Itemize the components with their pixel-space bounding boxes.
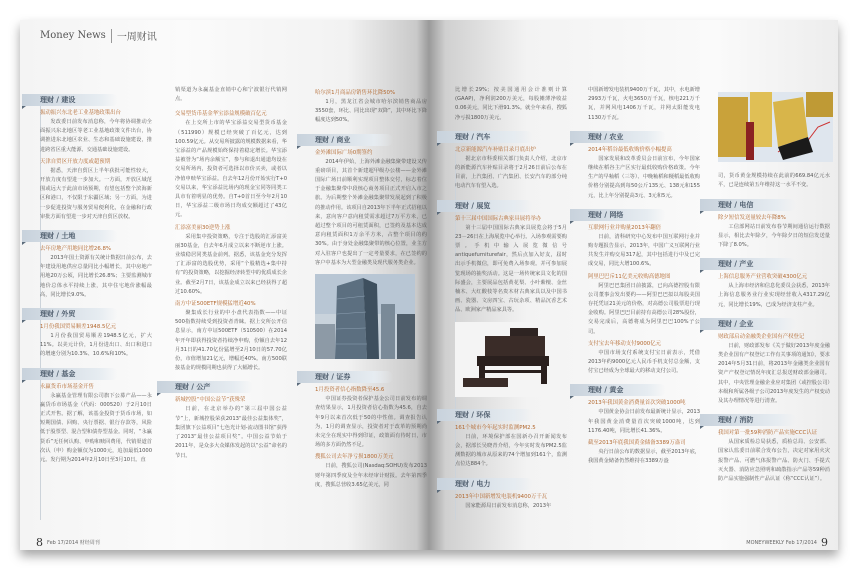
news-headline: 汇添富美丽30逆势上涨 (175, 224, 231, 231)
news-body: 据北京市科委相关部门负责人介绍，北京市的新能源汽车补贴目录将于2月26日前后公布在目前，上汽集团、广汽集团、长安汽车的部分纯电动汽车有望入选。 (455, 155, 567, 190)
article-continuation: 中国新增发电装机9400万千瓦，其中，水电新增2993万千瓦，火电3650万千瓦，核电221万千瓦，并网风电1406万千瓦，并网太阳能发电1130万千瓦。 (588, 87, 700, 121)
news-item (175, 224, 287, 297)
section-tag: 理财 / 基金 (22, 368, 118, 380)
section-tag: 理财 / 电信 (700, 199, 796, 211)
news-body: 2013年国土资源有关统计数据日前公布，去年建设用地供应总量同比小幅增长，其中房地产用地20万公顷，同比增长26.8%；主要监测城市地价总体水平持续上涨，其中住宅地价涨幅最高，同比增长9.0%。 (40, 255, 152, 298)
news-headline: 天津自贸区开放力度或超预期 (40, 158, 111, 165)
news-item (315, 89, 427, 126)
news-headline: 除夕短信发送量较去年降8% (718, 214, 786, 221)
news-body: 日前，环境保护部在国新办召开新闻发布会，据部长吴晓青介绍，今年实时发布PM2.5监测数据的城市从原来的74个增加到161个，监测点位达884个。 (455, 433, 567, 468)
article-continuation: 司，货币黄金规模持续在此前的669.84亿元水平，已是连续第五年维持这一水平不变。 (718, 173, 830, 189)
section-title: 一周财讯 (116, 32, 157, 43)
news-body: 日前，清科研究中心发布中国互联网行业并购专题报告显示，2013年，中国广义互联网行业共发生并购交易317起，其中包括进行中及已完成交易，同比大增100.6%。 (588, 233, 700, 268)
news-body: 1月，黑龙江省会城市哈尔滨销售商品房3550套，环比、同比出现“双降”，其中环比下降幅度达到50%。 (315, 99, 427, 124)
section-tag: 理财 / 农业 (570, 131, 666, 143)
news-headline: 北京新能源汽车补贴目录月底出炉 (455, 146, 536, 153)
article-column (175, 86, 287, 461)
news-item (588, 273, 700, 337)
section-tag: 理财 / 土地 (22, 230, 118, 242)
section-tag: 理财 / 消防 (700, 414, 796, 426)
news-headline: 我国对第一批59种消防产品实施CCC认证 (718, 430, 818, 437)
news-headline: 支付宝去年移动支付9000亿元 (588, 340, 662, 347)
news-headline: 2014年稻谷最低收购价格小幅提高 (588, 146, 672, 153)
footer-right-text: MONEYWEEKLY Feb 17/2014 (746, 539, 817, 546)
news-item (588, 399, 700, 436)
news-item (718, 333, 830, 406)
news-item (455, 146, 567, 192)
article-column (40, 86, 152, 465)
news-body: 中国黄金协会日前发布最新统计显示，2013年我国黄金消费量首次突破1000吨，达到1176.40吨，同比增长41.36%。 (588, 409, 700, 434)
news-item (455, 493, 567, 511)
section-tag: 理财 / 产业 (700, 258, 796, 270)
news-headline: 2013年我国黄金消费量首次突破1000吨 (588, 400, 686, 407)
section-tag: 理财 / 黄金 (570, 384, 666, 396)
news-headline: 新城控股“中国公益节”获殊荣 (175, 397, 246, 404)
news-body: 发改委日前发布消息称，今年将协调推动全面振兴东北地区等老工业基地政策文件出台，协调推进东北地区农业、生态和基础设施建设，推进跨省区重大能源、交通基础设施建设。 (40, 119, 152, 153)
page-number-right: 9 (821, 536, 828, 549)
news-headline: 161个城市今年起实时监测PM2.5 (455, 424, 536, 431)
footer-left-text: Feb 17/2014 财经周刊 (47, 540, 100, 546)
news-item (175, 300, 287, 373)
news-item (315, 386, 427, 450)
news-item (315, 149, 427, 268)
news-headline: 搜狐公司去年净亏损1800万美元 (315, 454, 394, 461)
news-item (718, 429, 830, 484)
news-item (40, 323, 152, 360)
section-tag: 理财 / 汽车 (437, 131, 533, 143)
news-headline: 哈尔滨1月商品房销售环比降50% (315, 90, 396, 96)
section-tag: 理财 / 公产 (157, 381, 253, 393)
article-continuation: 比增长29%；按美国通用会计准则计算(GAAP)，净利润200万美元，每股摊薄净收益0.06美元，同比下滑91.3%。就全年来看，搜狐净亏损1800万美元。 (455, 87, 567, 121)
news-item (718, 214, 830, 251)
section-tag: 理财 / 外贸 (22, 308, 118, 320)
news-item (588, 224, 700, 270)
news-headline: 交易型货币基金华宝添益规模破百亿元 (175, 111, 267, 118)
footer-left (36, 536, 100, 549)
news-headline: 2013年中国新增发电装机9400万千瓦 (455, 493, 548, 500)
gold-bars-photo (718, 92, 830, 166)
section-tag: 理财 / 证券 (297, 371, 393, 383)
news-body: 国家能源局日前发布消息称，2013年 (465, 502, 552, 509)
page-number-left: 8 (36, 536, 43, 549)
news-item (40, 158, 152, 222)
news-item (40, 109, 152, 155)
news-body: 在上交所上市的华宝添益交易型货币基金（511990）规模已经突破了百亿元，达到100.59亿元。从交易所披露的规模数据来看，华宝添益的产品规模始终保持着稳定增长。华宝添益被誉为“场内余额宝”，参与和退出通道均设在交易所场内，投资者可选择以市价买卖，或者以净值申赎华宝添益。自去年12月份开始实行T+0交易以来，华宝添益比场内的现金宝同等同类工具市有着明显的优势。自T+0首日至今年2月10日，华宝添益二级市场日均成交额超过了43亿元。 (175, 120, 287, 219)
news-item (40, 245, 152, 300)
news-body: 日前，财政部发布《关于做好2013年度金融类企业国有产权登记工作有关事项的通知》，要求2014年5月31日前，将2013年金融类企业国有资产产权登记情况年度汇总报送财政部金融司。其中，中央管理金融企业应对集团（或控股公司）本级和所属各级子公司2013年度发生的产权变动及其办理情况等进行清查。 (718, 342, 830, 405)
article-column (455, 86, 567, 511)
news-body: 永赢基金管理有限公司旗下公募产品——永赢货币市场基金（代码：000520）于2月10日正式开售。据了解，该基金投资于货币市场，如短期国债、回购、央行票据、银行存款等，风险低于股票型、混合型和债券型基金。同时，“永赢货币”无任何认购、申购和赎回费用，代销渠道首次认（申）购金额仅为1000元，追加最低1000元。发行期为2014年2月10日至3月10日。直 (40, 392, 152, 464)
section-tag: 理财 / 网络 (570, 209, 666, 221)
news-body: 中国市场支付系统支付宝日前表示，凭借2013年约9000亿元人民币手机支付总金额，支付宝已经成为全球最大的移动支付公司。 (588, 349, 700, 375)
news-item (588, 340, 700, 377)
news-headline: 第十三届中国国际古典家具展将举办 (455, 215, 542, 222)
news-headline: 1月投资者信心指数降至45.6 (315, 387, 385, 394)
section-tag: 理财 / 展览 (437, 200, 533, 212)
article-column (718, 86, 830, 484)
news-item (175, 396, 287, 460)
footer-right (746, 536, 828, 549)
office-building-photo (315, 274, 427, 363)
news-body: 央行日前公布的数据显示，截至2013年底，我国黄金储备仍然维持在3389万盎 (588, 449, 700, 465)
news-headline: 去年房地产用地同比增26.8% (40, 246, 112, 253)
brand-name: Money News (40, 30, 106, 41)
news-item (315, 453, 427, 490)
news-headline: 1月份我国贸易顺差1948.5亿元 (40, 324, 117, 331)
news-item (588, 146, 700, 201)
section-tag: 理财 / 环保 (437, 409, 533, 421)
article-continuation: 销渠道为永赢基金直销中心和宁波银行代销网点。 (175, 87, 287, 103)
news-item (175, 110, 287, 220)
news-body: 中国证券投资者保护基金公司日前发布的调查结果显示，1月投资者信心指数为45.6，自去年9月以来首次低于50的中性值。调查报告认为，1月的调查显示，投资者对于改革的预期尚未完全在现实中得到印证，政策面有待时日，市场的多方面仍然不足。 (315, 396, 427, 449)
news-body: 日前，搜狐公司(Nasdaq:SOHU)发布2013财年第四季度及全年未经审计财报。去年第四季度，搜狐总营收3.65亿美元，同 (315, 463, 427, 488)
news-body: 阿里巴巴集团日前披露，已向高德控股有限公司董事会发出要约——阿里巴巴拟以每股美国存托凭证21美元的价格，对高德公司股票进行现金收购。阿里巴巴目前持有高德公司28%股份，交易完成后，高德将成为阿里巴巴100%子公司。 (588, 282, 700, 335)
news-headline: 振动振兴东北老工业基地政策出台 (40, 110, 121, 116)
news-item (455, 215, 567, 316)
antique-chair-photo (455, 322, 567, 401)
news-headline: 金外滩国际广场0期签约 (315, 149, 373, 156)
news-body: 从国家质检总局获悉，质检总局、公安部、国家认监委日前联合发布公告，决定对家用火灾报警产品、可燃气体报警产品、防火门、手提式灭火器、消防应急照明和疏散指示产品等59种消防产品实施强制性产品认证（称“CCC认证”）。 (718, 439, 830, 483)
article-column (588, 86, 700, 466)
section-tag: 理财 / 企业 (700, 318, 796, 330)
news-body: 日前，在北京举办的“第三届中国公益节”上，新城控股荣获2013“最佳公益集体奖”，集团旗下公益项目“七色光计划-流动图书馆”获得了2013“最佳公益项目奖”。中国公益节始于2011年，是众多大众媒体发起的以“公益”命名的节日。 (175, 406, 287, 459)
section-tag: 理财 / 建设 (22, 94, 118, 106)
news-headline: 互联网行业并购量2013年翻倍 (588, 224, 662, 231)
news-item (40, 383, 152, 466)
news-body: 工信部网站日前发布春节期间通信运行数据显示，相比去年除夕，今年除夕日的短信发送量下降了8.0%。 (718, 223, 830, 249)
news-body: 1月份我国贸易顺差1948.5亿元，扩大11%。以美元计价，1月份进出口、出口和进口的增速分别为10.3%、10.6%和10%。 (40, 333, 152, 358)
news-body: 第十三届中国国际古典家具展览会将于5月23－26日在上海展览中心举行。入场参观需要购票。手机中输入展览微信号antiquefurniturefair，然后点加入好友，届时出示手机微信，即可免费入场参观。并可参加展览现场的抽奖活动。这是一场传统家具文化的国际盛会，主要展品包括黄花梨、小叶紫檀、金丝楠木、大红酸枝等名贵木材古典家具以及中国书画、瓷器、文房四宝、古玩杂项、精品沉香艺术品、欧洲家产精品家具等。 (455, 224, 567, 314)
news-body: 聚集成长行业的中小盘代表指数——中证500指数持续受到投资者青睐。据上交所公开信息显示，南方中证500ETF（510500）在2014年开年即获得投资者持续净申购，份额自去年12月31日的41.70亿份猛增至2月10日的57.70亿份，市值增加21亿元，增幅近40%。南方500联接基金的规模同期也获得了大幅增长。 (175, 310, 287, 372)
news-body: 从上海市经济和信息化委员会获悉，2013年上海信息服务业行业实现经营收入4317.29亿元，同比增长19%，已成为经济支柱产业。 (718, 283, 830, 308)
news-headline: 上海信息服务产业营收突破4300亿元 (718, 274, 808, 281)
news-body: 采用集中投资策略，专注于选股的汇添富美丽30基金，自去年6月成立以来不断逆市上涨。业绩稳居同类基金前列。据悉，该基金充分发挥了汇添富的选股优势，采用“个股精选+集中持有”的投资策略，以挖掘经济转型中的优质成长企业。截至2月7日，该基金成立以来已经获得了超过10.60%。 (175, 233, 287, 295)
section-tag: 理财 / 商业 (297, 134, 393, 146)
news-headline: 阿里巴巴斥11亿美元收购高德地图 (588, 273, 671, 280)
news-headline: 南方中证500ETF规模猛增近40% (175, 301, 256, 308)
news-item (455, 424, 567, 470)
news-headline: 永赢货币市场基金开售 (40, 383, 94, 390)
header-divider (111, 29, 112, 43)
news-body: 国家发展和改革委员会日前宣布，今年国家继续在稻谷主产区实行最低收购价格政策。今年生产的早籼稻（三等）、中晚籼稻和粳稻最低收购价格分别提高到每50公斤135元、138元和155元，比上年分别提高3元、3元和5元。 (588, 155, 700, 199)
article-column (315, 86, 427, 490)
news-item (718, 273, 830, 310)
page-header (40, 28, 157, 43)
news-item (588, 439, 700, 466)
news-headline: 截至2013年底我国黄金储备3389万盎司 (588, 440, 686, 447)
news-body: 2014年伊始，上海外滩金融集聚带建设又传重磅项目，其首个新建超甲级办公楼——金外滩国际广场日前顺利实现项目整体交付，标志着位于金融集聚带中段核心商务项目正式开启入市之旅。为后期整个外滩金融集聚带发展起到了积极的推动作用。该项目自2013年下半年正式招租以来，意向客户意向租赁需求超过7万平方米，已超过整个项目的可租赁面积，已签约及基本达成意向租赁面积1万余平方米，占整个项目的约30%。由于身处金融集聚带的核心位置，业主方对入驻客户也提出了一定考量要求，在已签约的客户中基本为大型金融类及现代服务类企业。 (315, 158, 427, 266)
news-headline: 财政部启动金融类企业国有产权登记 (718, 333, 805, 340)
section-tag: 理财 / 电力 (437, 478, 533, 490)
news-body: 据悉，天津自贸区上半年获批可能性较大，开放力度有望进一步加大。一方面，开放区域范围或远大于此前市场预期，有望包括整个滨海新区和港口，不仅限于东疆区域；另一方面，为进一步促进投资与服务贸易便利化，在金融和行政审批方面有望进一步对天津自贸区放权。 (40, 167, 152, 220)
